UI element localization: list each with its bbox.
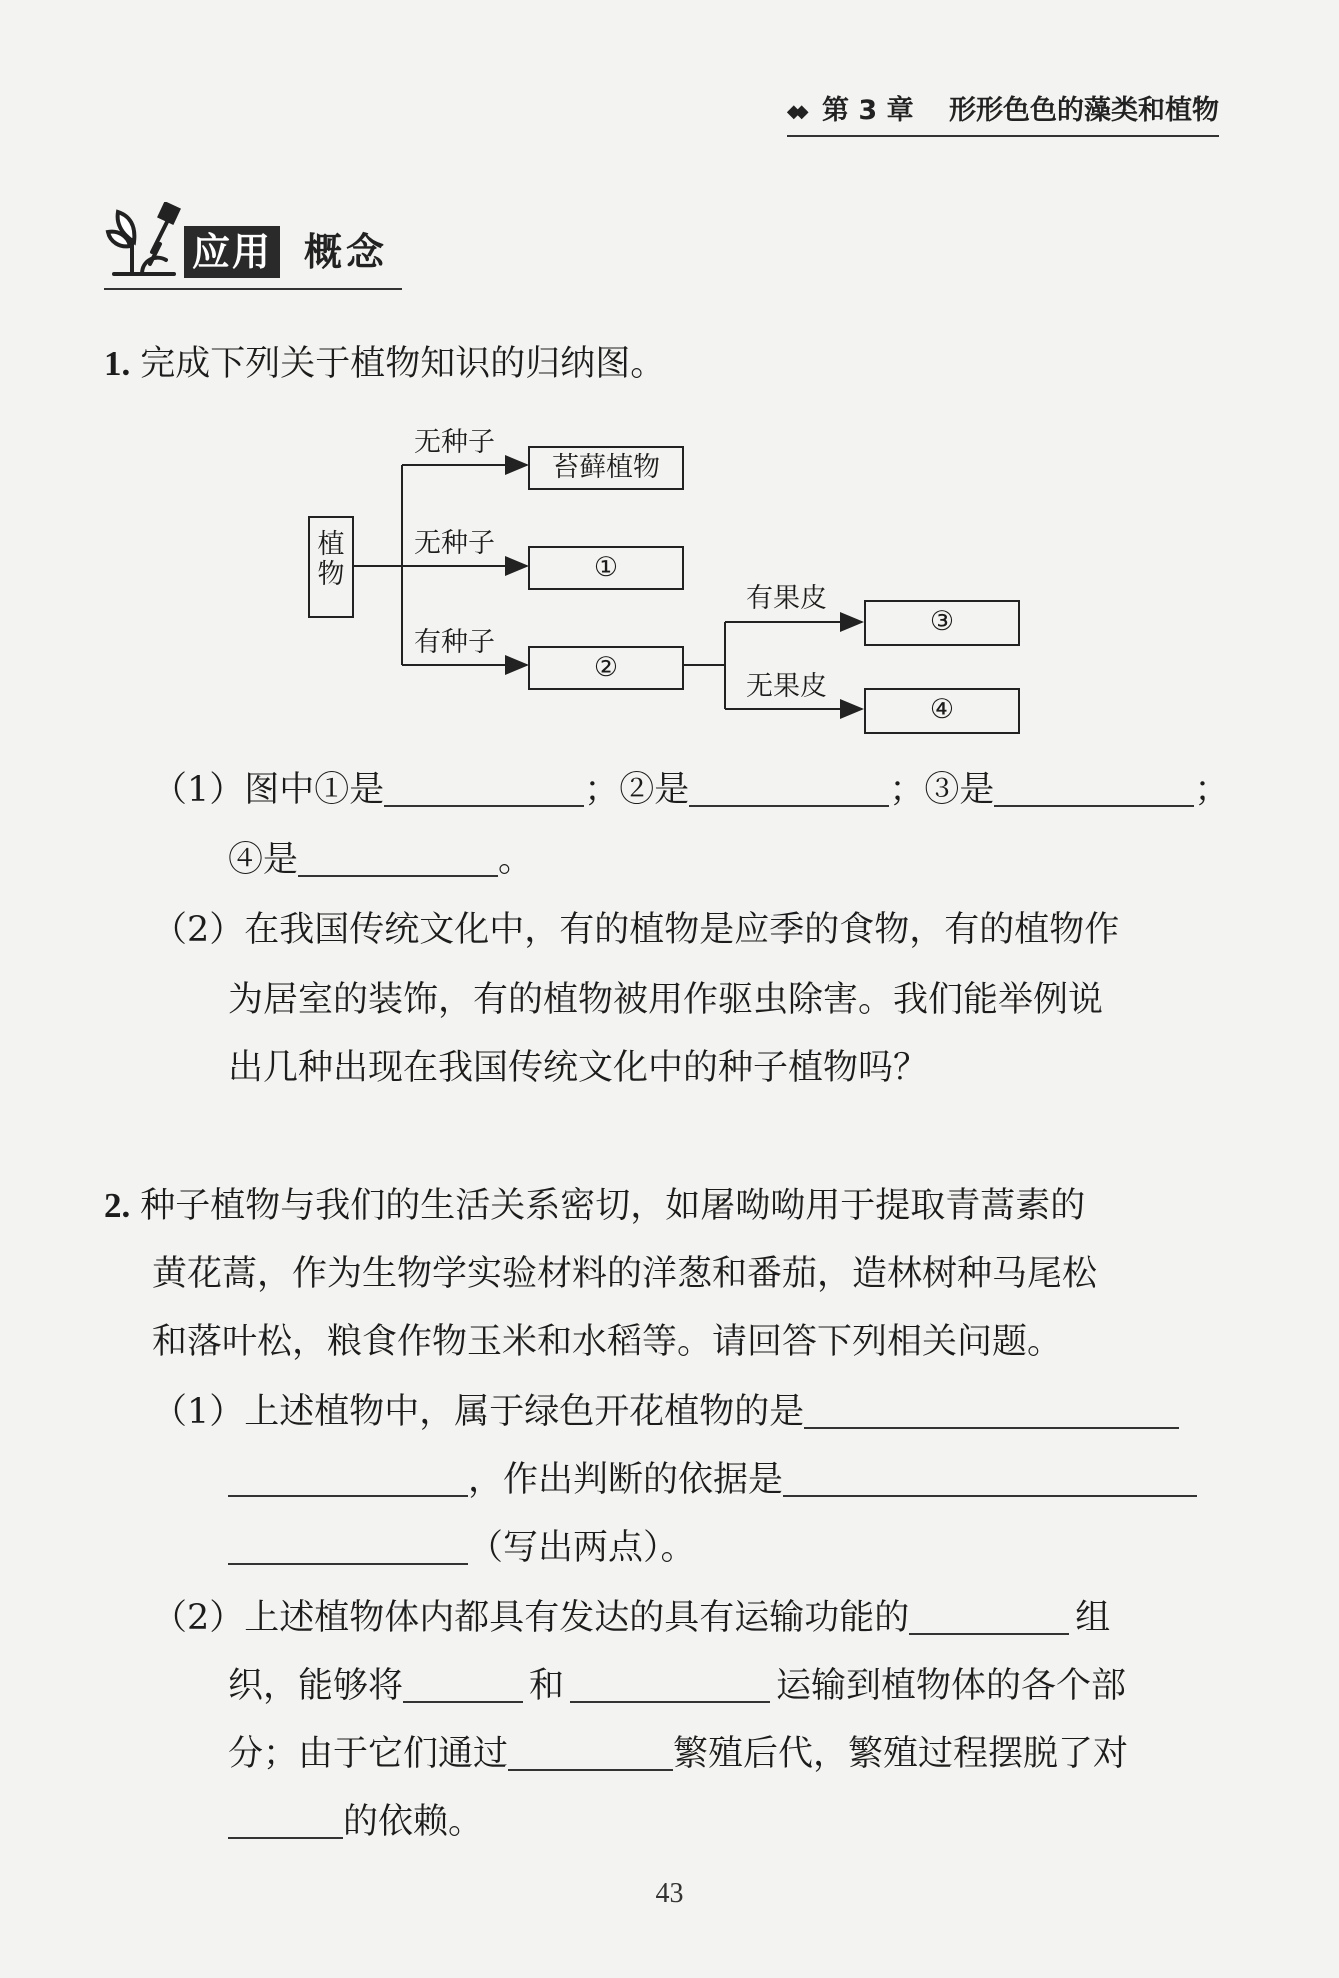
sub-branch-box-3: ③ (864, 600, 1020, 646)
q2-part2-num: （2） (152, 1598, 245, 1638)
q2-part1-line2 (228, 1458, 1197, 1502)
root-box (308, 516, 354, 618)
answer-blank-11[interactable] (570, 1667, 770, 1703)
q2-part2-line4 (228, 1800, 483, 1844)
chapter-number: 第 3 章 (822, 95, 914, 126)
microscope-plant-icon (104, 202, 184, 284)
q1-stem (104, 342, 665, 386)
sub-branch-label-1: 有果皮 (746, 583, 827, 614)
answer-blank-3[interactable] (994, 771, 1194, 807)
q1-part1-text-a: 图中①是 (244, 770, 385, 810)
answer-blank-2[interactable] (689, 771, 889, 807)
q2-number: 2. (104, 1186, 131, 1225)
answer-blank-5[interactable] (804, 1393, 1179, 1429)
page-number: 43 (655, 1878, 684, 1909)
sub-branch-box-4: ④ (864, 688, 1020, 734)
chapter-title: 形形色色的藻类和植物 (949, 95, 1219, 126)
section-title-boxed: 应用 (184, 226, 280, 278)
q2-part1-text-b: ，作出判断的依据是 (468, 1460, 784, 1500)
q1-part2-text-1: 在我国传统文化中，有的植物是应季的食物，有的植物作 (244, 910, 1120, 950)
q2-part1-line1 (152, 1390, 1179, 1434)
answer-blank-13[interactable] (228, 1803, 343, 1839)
answer-blank-10[interactable] (403, 1667, 523, 1703)
q1-part2-line1 (152, 908, 1119, 952)
q1-part1-line2 (228, 838, 533, 882)
answer-blank-4[interactable] (298, 841, 498, 877)
q1-part2-line2: 为居室的装饰，有的植物被用作驱虫除害。我们能举例说 (228, 980, 1104, 1020)
answer-blank-8[interactable] (228, 1529, 468, 1565)
q2-part2-line1 (152, 1596, 1110, 1640)
root-label: 植物 (317, 529, 345, 590)
answer-blank-7[interactable] (783, 1461, 1197, 1497)
q1-part2-num: （2） (152, 910, 245, 950)
q1-part1-line1 (152, 768, 1229, 812)
branch-box-2: ② (528, 646, 684, 690)
q1-number: 1. (104, 344, 131, 383)
q1-part1-text-d: ； (1194, 770, 1230, 810)
q1-part1-num: （1） (152, 770, 245, 810)
q2-stem-line3: 和落叶松，粮食作物玉米和水稻等。请回答下列相关问题。 (152, 1322, 1063, 1362)
branch-box-moss: 苔藓植物 (528, 446, 684, 490)
q1-part1-text-b: ；②是 (584, 770, 690, 810)
branch-label-2: 无种子 (414, 528, 495, 559)
q2-part1-text-a: 上述植物中，属于绿色开花植物的是 (244, 1392, 805, 1432)
section-heading (104, 200, 404, 295)
classification-diagram (300, 420, 1040, 740)
answer-blank-12[interactable] (508, 1735, 673, 1771)
answer-blank-9[interactable] (909, 1599, 1069, 1635)
q1-stem-text: 完成下列关于植物知识的归纳图。 (140, 344, 666, 384)
q2-part2-text-b: 组 (1075, 1598, 1111, 1638)
q2-part2-text-f: 分；由于它们通过 (228, 1734, 509, 1774)
running-header (787, 88, 1219, 137)
q2-part2-line2 (228, 1664, 1126, 1708)
q1-part1-text-e: ④是 (228, 840, 299, 880)
answer-blank-6[interactable] (228, 1461, 468, 1497)
answer-blank-1[interactable] (384, 771, 584, 807)
q2-part2-text-g: 繁殖后代，繁殖过程摆脱了对 (673, 1734, 1129, 1774)
branch-box-1: ① (528, 546, 684, 590)
diamond-icon: ◆◆ (786, 101, 803, 122)
q2-part2-text-d: 和 (529, 1666, 565, 1706)
q1-part1-text-f: 。 (498, 840, 534, 880)
q2-stem-text-1: 种子植物与我们的生活关系密切，如屠呦呦用于提取青蒿素的 (140, 1186, 1086, 1226)
q2-part2-text-e: 运输到植物体的各个部 (776, 1666, 1127, 1706)
q1-part1-text-c: ；③是 (889, 770, 995, 810)
sub-branch-label-2: 无果皮 (746, 671, 827, 702)
q2-part2-text-h: 的依赖。 (343, 1802, 484, 1842)
q2-part1-text-c: （写出两点）。 (468, 1528, 696, 1568)
section-title-plain: 概念 (304, 230, 389, 274)
branch-label-1: 无种子 (414, 427, 495, 458)
q2-stem-line2: 黄花蒿，作为生物学实验材料的洋葱和番茄，造林树种马尾松 (152, 1254, 1098, 1294)
q2-part2-text-a: 上述植物体内都具有发达的具有运输功能的 (244, 1598, 910, 1638)
section-rule (104, 288, 402, 290)
branch-label-3: 有种子 (414, 627, 495, 658)
q2-part1-line3 (228, 1526, 696, 1570)
q2-part1-num: （1） (152, 1392, 245, 1432)
q1-part2-line3: 出几种出现在我国传统文化中的种子植物吗？ (228, 1048, 929, 1088)
q2-stem-line1 (104, 1184, 1085, 1228)
q2-part2-line3 (228, 1732, 1128, 1776)
q2-part2-text-c: 织，能够将 (228, 1666, 404, 1706)
